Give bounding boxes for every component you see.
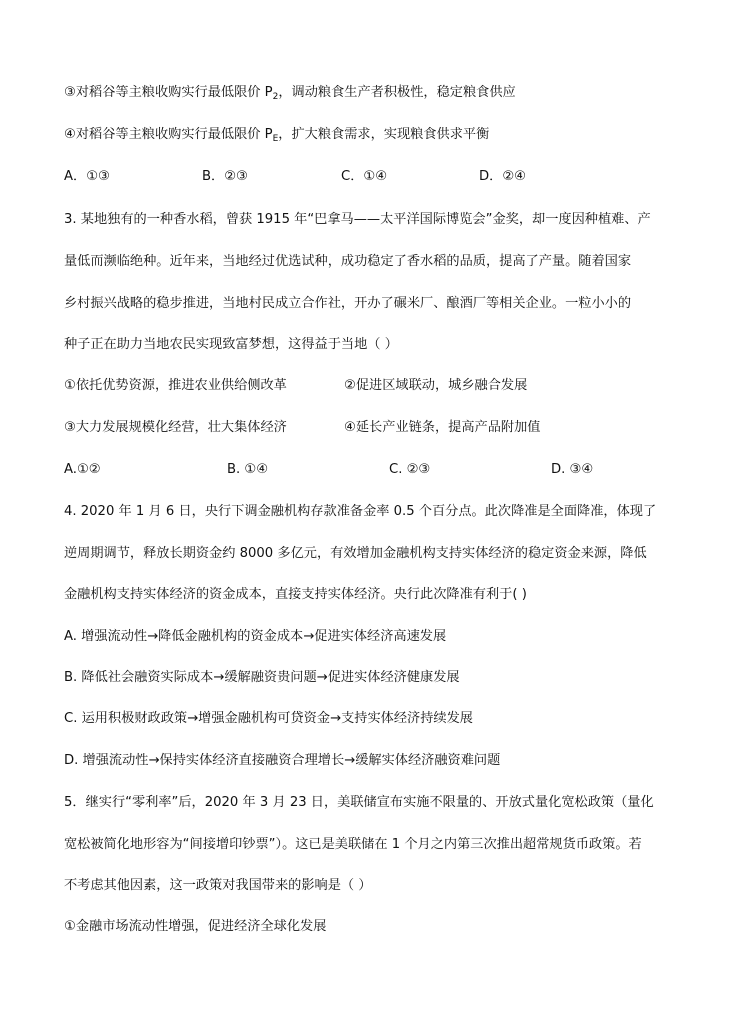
q3-choices xyxy=(64,461,684,479)
q2-choice-c[interactable]: C．①④ xyxy=(341,169,388,184)
q3-choice-a[interactable]: A.①② xyxy=(64,462,101,477)
q5-item-1: ①金融市场流动性增强，促进经济全球化发展 xyxy=(64,919,327,934)
q4-stem-line: 逆周期调节，释放长期资金约 8000 多亿元，有效增加金融机构支持实体经济的稳定资金来源，降低 xyxy=(64,546,647,561)
q2-option-3 xyxy=(64,84,673,106)
q2-choice-b[interactable]: B．②③ xyxy=(202,169,248,184)
q4-option-d[interactable]: D. 增强流动性→保持实体经济直接融资合理增长→缓解实体经济融资难问题 xyxy=(64,753,501,768)
q2-choice-d[interactable]: D．②④ xyxy=(479,169,526,184)
q3-choice-b[interactable]: B. ①④ xyxy=(227,462,269,477)
q3-stem-line: 量低而濒临绝种。近年来，当地经过优选试种，成功稳定了香水稻的品质，提高了产量。随着国家 xyxy=(64,254,632,269)
q3-items-row xyxy=(64,419,684,437)
q3-item-3: ③大力发展规模化经营，壮大集体经济 xyxy=(64,420,287,435)
q2-option-3-text-end: ，调动粮食生产者积极性，稳定粮食供应 xyxy=(278,85,516,100)
q2-choice-a[interactable]: A．①③ xyxy=(64,169,110,184)
q4-option-c[interactable]: C. 运用积极财政政策→增强金融机构可贷资金→支持实体经济持续发展 xyxy=(64,711,473,726)
q4-option-a[interactable]: A. 增强流动性→降低金融机构的资金成本→促进实体经济高速发展 xyxy=(64,629,447,644)
q5-stem-line: 宽松被简化地形容为“间接增印钞票”）。这已是美联储在 1 个月之内第三次推出超常规货币政策。若 xyxy=(64,837,642,852)
q3-stem-line: 乡村振兴战略的稳步推进，当地村民成立合作社，开办了碾米厂、酿酒厂等相关企业。一粒小小的 xyxy=(64,296,632,311)
q3-item-1: ①依托优势资源，推进农业供给侧改革 xyxy=(64,378,287,393)
q3-items-row xyxy=(64,377,684,395)
q2-option-3-text: ③对稻谷等主粮收购实行最低限价 P xyxy=(64,85,273,100)
q3-item-4: ④延长产业链条，提高产品附加值 xyxy=(344,420,541,435)
q5-stem-line: 5．继实行“零利率”后，2020 年 3 月 23 日，美联储宣布实施不限量的、开放式量化宽松政策（量化 xyxy=(64,795,654,810)
q2-option-4-text-end: ，扩大粮食需求，实现粮食供求平衡 xyxy=(278,127,490,142)
q2-choices xyxy=(64,168,684,186)
q3-stem-line: 3. 某地独有的一种香水稻，曾获 1915 年“巴拿马——太平洋国际博览会”金奖，却一度因种植难、产 xyxy=(64,212,651,227)
q4-stem-line: 4. 2020 年 1 月 6 日，央行下调金融机构存款准备金率 0.5 个百分点。此次降准是全面降准，体现了 xyxy=(64,504,657,519)
q2-option-4 xyxy=(64,126,673,148)
q4-stem-line: 金融机构支持实体经济的资金成本，直接支持实体经济。央行此次降准有利于( ) xyxy=(64,587,527,602)
q2-option-4-text: ④对稻谷等主粮收购实行最低限价 P xyxy=(64,127,273,142)
q3-choice-d[interactable]: D. ③④ xyxy=(551,462,594,477)
q3-stem-line: 种子正在助力当地农民实现致富梦想，这得益于当地（ ） xyxy=(64,337,398,352)
q2-option-4-subscript: E xyxy=(272,134,279,144)
q4-option-b[interactable]: B. 降低社会融资实际成本→缓解融资贵问题→促进实体经济健康发展 xyxy=(64,670,460,685)
q2-option-3-subscript: 2 xyxy=(272,92,279,102)
q3-choice-c[interactable]: C. ②③ xyxy=(389,462,431,477)
q3-item-2: ②促进区域联动，城乡融合发展 xyxy=(344,378,528,393)
q5-stem-line: 不考虑其他因素，这一政策对我国带来的影响是（ ） xyxy=(64,878,372,893)
